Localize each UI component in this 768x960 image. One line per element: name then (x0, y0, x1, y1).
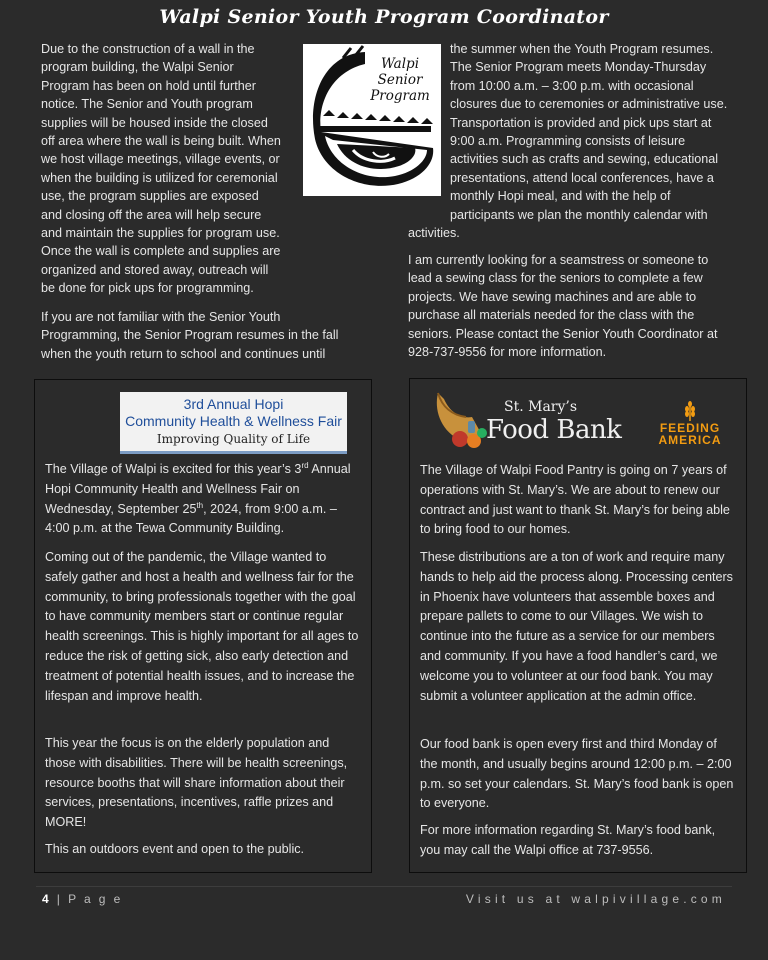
logo-text-line-1: Walpi (380, 56, 420, 72)
food-bank-para-2: These distributions are a ton of work and require many hands to help aid the process along. Processing centers in Phoenix have volunteers that assemble boxes and prepare pallets to come to our Villages. We wish to continue into the future as a service for our members and community. If you have a food handler’s card, we welcome you to volunteer at our food bank. You may submit a volunteer application at the admin office. (420, 550, 733, 703)
health-fair-box (34, 379, 372, 873)
article-right-para-2: I am currently looking for a seamstress or someone to lead a sewing class for the seniors to complete a few projects. We have sewing machines and are able to purchase all materials needed for the class with the seniors. Please contact the Senior Youth Coordinator at 928-737-9556 for more information. (408, 253, 718, 360)
feeding-america-logo (650, 401, 730, 451)
article-right-para-1: the summer when the Youth Program resumes. The Senior Program meets Monday-Thursday from 10:00 a.m. – 3:00 p.m. with occasional closures due to ceremonies or administrative use. Transportation is provided and pick ups start at 9:00 a.m. Programming consists of leisure activities such as crafts and sewing, educational presentations, attend local conferences, have a monthly Hopi meal, and with the help of participants we plan the monthly calendar with activities. (408, 42, 728, 241)
america-text: AMERICA (658, 433, 722, 447)
health-fair-para-2: Coming out of the pandemic, the Village wanted to safely gather and host a health and wellness fair for the community, to bring professionals together with the goal to have community members start or continue regular health screenings. This is highly important for all ages to reduce the risk of getting sick, also early detection and treatment of potential health issues, and to increase the lifespan and improve health. (45, 550, 359, 703)
st-marys-name: St. Mary’s (504, 399, 578, 415)
footer-website: Visit us at walpivillage.com (465, 892, 726, 906)
health-fair-para-4: This an outdoors event and open to the public. (45, 842, 305, 856)
food-bank-name: Food Bank (486, 415, 622, 445)
health-fair-banner (120, 392, 347, 454)
food-bank-para-4: For more information regarding St. Mary’s food bank, you may call the Walpi office at 737-9556. (420, 823, 716, 857)
article-left-para-2: If you are not familiar with the Senior Youth Programming, the Senior Program resumes in the fall when the youth return to school and continues until (41, 310, 339, 361)
cornucopia-icon (432, 389, 492, 453)
food-bank-para-1: The Village of Walpi Food Pantry is going on 7 years of operations with St. Mary’s. We are about to renew our contract and just want to thank St. Mary’s for being able to bring food to our homes. (420, 463, 730, 537)
banner-line-2: Community Health & Wellness Fair (125, 413, 342, 429)
logo-text-line-2: Senior (377, 72, 423, 88)
banner-line-3: Improving Quality of Life (156, 432, 311, 446)
logo-text-line-3: Program (370, 88, 430, 104)
food-bank-box (409, 378, 747, 873)
logo-wrap-spacer (408, 40, 450, 206)
footer-divider (36, 886, 732, 887)
page-title: Walpi Senior Youth Program Coordinator (159, 6, 609, 28)
health-fair-para-3: This year the focus is on the elderly population and those with disabilities. There will be health screenings, resource booths that will share information about their services, presentations, incentives, raffle prizes and MORE! (45, 736, 348, 830)
wheat-icon (683, 401, 697, 421)
food-bank-para-3: Our food bank is open every first and third Monday of the month, and usually begins around 12:00 p.m. – 2:00 p.m. so set your calendars. St. Mary’s food bank is open to everyone. (420, 737, 734, 811)
health-fair-intro: The Village of Walpi is excited for this year’s 3rd Annual Hopi Community Health and Wellness Fair on Wednesday, September 25th, 2024, from 9:00 a.m. – 4:00 p.m. at the Tewa Community Building. (45, 460, 351, 536)
st-marys-logo (432, 389, 632, 453)
footer-page-number: 4 | P a g e (42, 892, 123, 906)
feeding-text: FEEDING (659, 421, 721, 435)
article-left-para-1: Due to the construction of a wall in the program building, the Walpi Senior Program has been on hold until further notice. The Senior and Youth program supplies will be housed inside the closed off area where the wall is being built. When we host village meetings, village events, or when the building is utilized for ceremonial use, the program supplies are exposed and closing off the area will help secure and maintain the supplies for program use. Once the wall is complete and supplies are organized and stored away, outreach will be done for pick ups for programming. (41, 42, 281, 296)
banner-line-1: 3rd Annual Hopi (183, 396, 284, 412)
